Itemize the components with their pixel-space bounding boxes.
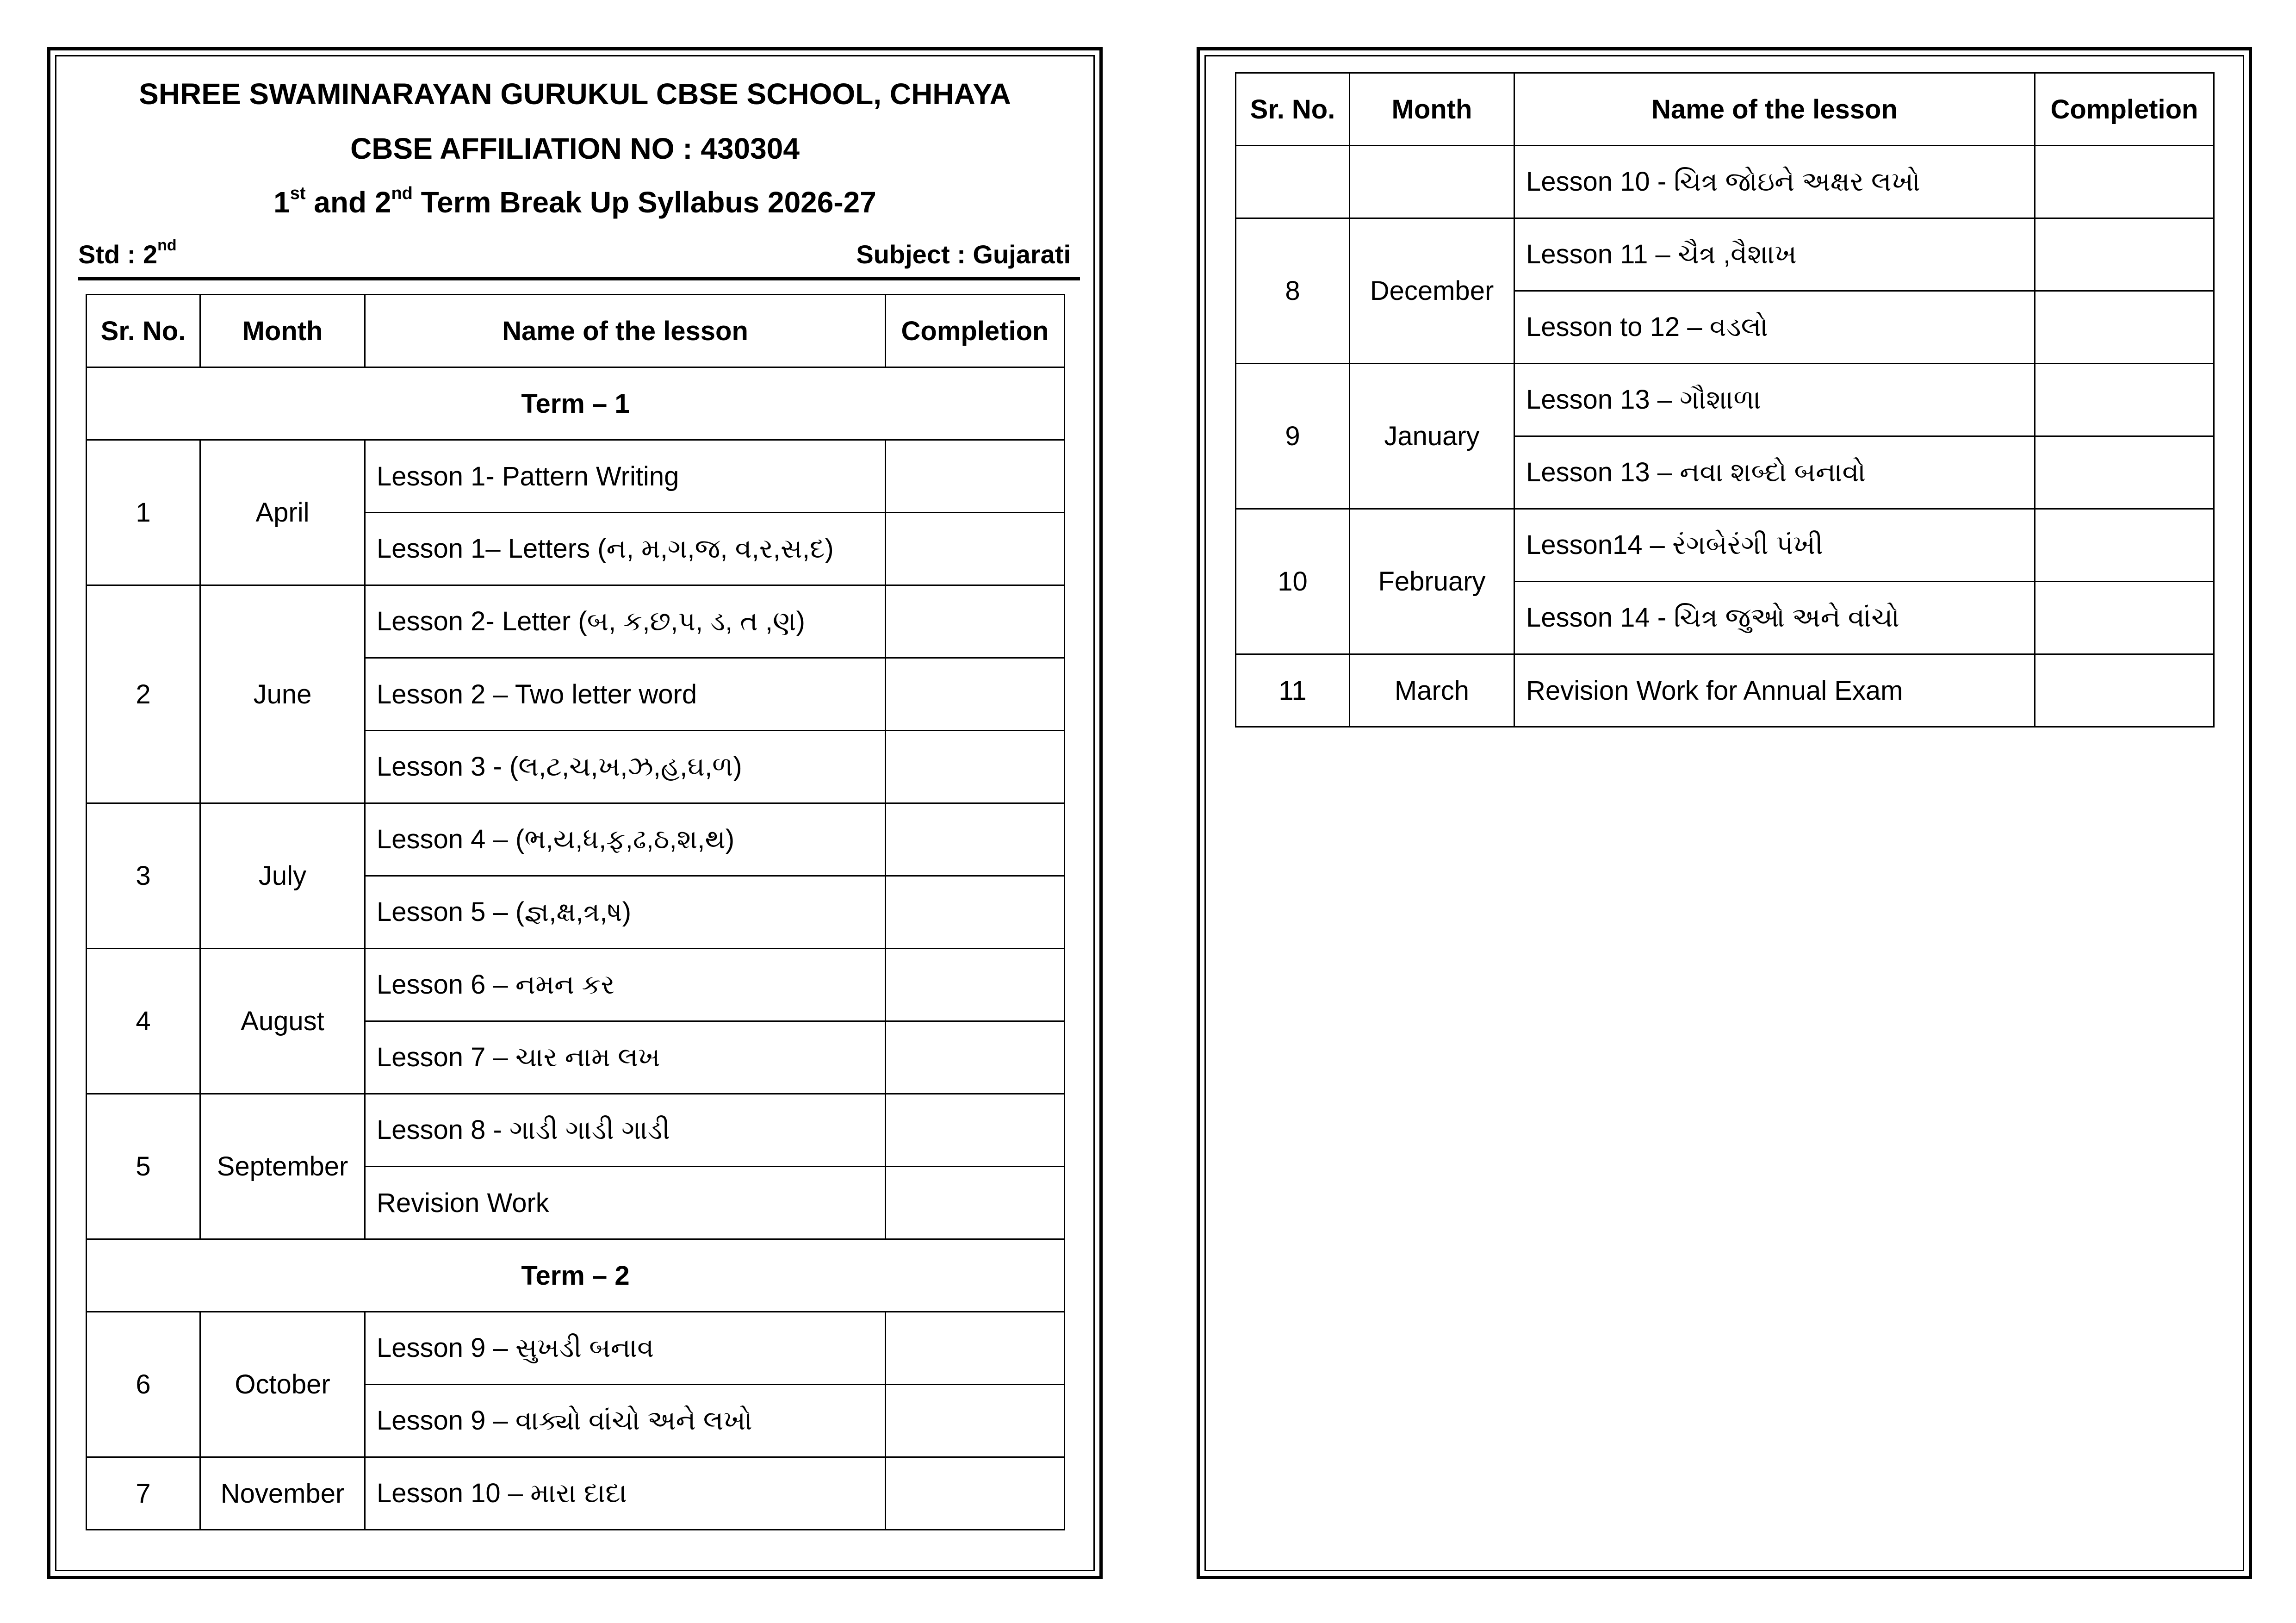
lesson-cell: Lesson 5 – (જ્ઞ,ક્ષ,ત્ર,ષ): [365, 876, 886, 949]
term-row: [87, 1239, 1065, 1312]
month-cell: March: [1350, 654, 1514, 727]
col-header-lesson-name: Name of the lesson: [365, 295, 886, 367]
sr-no-cell: 5: [87, 1094, 200, 1239]
term-row: [87, 367, 1065, 440]
title-term1-number: 1: [273, 186, 290, 219]
table-row: [1236, 218, 2214, 291]
sr-no-cell: 4: [87, 949, 200, 1094]
sr-no-cell: 7: [87, 1457, 200, 1530]
lesson-cell: Lesson 10 - ચિત્ર જોઇને અક્ષર લખો: [1514, 146, 2035, 218]
lesson-cell: Lesson 7 – ચાર નામ લખ: [365, 1021, 886, 1094]
month-cell: September: [200, 1094, 365, 1239]
month-cell: [1350, 146, 1514, 218]
lesson-cell: Lesson 2 – Two letter word: [365, 658, 886, 731]
table-row: [87, 440, 1065, 513]
completion-cell: [886, 731, 1065, 803]
completion-cell: [886, 803, 1065, 876]
col-header-sr-no: Sr. No.: [87, 295, 200, 367]
lesson-cell: Lesson 1– Letters (ન, મ,ગ,જ, વ,ર,સ,દ): [365, 513, 886, 585]
lesson-cell: Lesson 11 – ચૈત્ર ,વૈશાખ: [1514, 218, 2035, 291]
table-row: [87, 1094, 1065, 1167]
lesson-cell: Lesson 13 – નવા શબ્દો બનાવો: [1514, 436, 2035, 509]
sr-no-cell: 10: [1236, 509, 1350, 654]
month-cell: July: [200, 803, 365, 949]
lesson-cell: Lesson to 12 – વડલો: [1514, 291, 2035, 364]
completion-cell: [886, 513, 1065, 585]
month-cell: January: [1350, 364, 1514, 509]
completion-cell: [886, 1385, 1065, 1457]
table-row: [1236, 146, 2214, 218]
subject-label: Subject : Gujarati: [856, 240, 1071, 269]
table-row: [1236, 364, 2214, 436]
lesson-cell: Lesson 3 - (લ,ટ,ચ,ખ,ઝ,હ,ઘ,ળ): [365, 731, 886, 803]
sr-no-cell: 2: [87, 585, 200, 803]
term-2-label: Term – 2: [87, 1239, 1065, 1312]
lesson-cell: Revision Work: [365, 1167, 886, 1239]
table-row: [1236, 509, 2214, 582]
month-cell: February: [1350, 509, 1514, 654]
completion-cell: [2035, 146, 2214, 218]
month-cell: December: [1350, 218, 1514, 364]
std-subject-row: [78, 236, 1080, 280]
col-header-month: Month: [200, 295, 365, 367]
syllabus-table-term1: [86, 294, 1065, 1530]
completion-cell: [2035, 509, 2214, 582]
sr-no-cell: 8: [1236, 218, 1350, 364]
document-title: [50, 184, 1099, 219]
lesson-cell: Lesson 9 – સુખડી બનાવ: [365, 1312, 886, 1385]
sr-no-cell: 9: [1236, 364, 1350, 509]
lesson-cell: Lesson14 – રંગબેરંગી પંખી: [1514, 509, 2035, 582]
table-row: [87, 803, 1065, 876]
title-rest: Term Break Up Syllabus 2026-27: [412, 186, 876, 219]
col-header-sr-no: Sr. No.: [1236, 73, 1350, 146]
month-cell: April: [200, 440, 365, 585]
completion-cell: [886, 1021, 1065, 1094]
sr-no-cell: 3: [87, 803, 200, 949]
completion-cell: [2035, 436, 2214, 509]
table-row: [87, 1457, 1065, 1530]
standard-suffix: nd: [157, 236, 177, 254]
completion-cell: [2035, 291, 2214, 364]
col-header-lesson-name: Name of the lesson: [1514, 73, 2035, 146]
syllabus-table-term2: [1235, 72, 2215, 728]
completion-cell: [886, 1094, 1065, 1167]
table-header-row: [1236, 73, 2214, 146]
month-cell: October: [200, 1312, 365, 1457]
lesson-cell: Lesson 4 – (ભ,ય,ધ,ફ,ઢ,ઠ,શ,થ): [365, 803, 886, 876]
title-term1-suffix: st: [290, 184, 306, 203]
completion-cell: [886, 1457, 1065, 1530]
col-header-completion: Completion: [2035, 73, 2214, 146]
lesson-cell: Lesson 14 - ચિત્ર જુઓ અને વાંચો: [1514, 582, 2035, 654]
completion-cell: [2035, 364, 2214, 436]
lesson-cell: Lesson 6 – નમન કર: [365, 949, 886, 1021]
title-term2-number: and 2: [305, 186, 391, 219]
sr-no-cell: 11: [1236, 654, 1350, 727]
completion-cell: [2035, 654, 2214, 727]
sr-no-cell: 6: [87, 1312, 200, 1457]
lesson-cell: Lesson 1- Pattern Writing: [365, 440, 886, 513]
title-term2-suffix: nd: [391, 184, 413, 203]
completion-cell: [886, 876, 1065, 949]
col-header-completion: Completion: [886, 295, 1065, 367]
sr-no-cell: 1: [87, 440, 200, 585]
table-row: [1236, 654, 2214, 727]
completion-cell: [886, 1167, 1065, 1239]
table-header-row: [87, 295, 1065, 367]
month-cell: November: [200, 1457, 365, 1530]
syllabus-page-2: [1197, 47, 2252, 1579]
term-1-label: Term – 1: [87, 367, 1065, 440]
lesson-cell: Lesson 13 – ગૌશાળા: [1514, 364, 2035, 436]
lesson-cell: Lesson 10 – મારા દાદા: [365, 1457, 886, 1530]
syllabus-page-1: [47, 47, 1103, 1579]
month-cell: August: [200, 949, 365, 1094]
lesson-cell: Revision Work for Annual Exam: [1514, 654, 2035, 727]
affiliation-number: CBSE AFFILIATION NO : 430304: [350, 132, 800, 165]
table-row: [87, 949, 1065, 1021]
month-cell: June: [200, 585, 365, 803]
table-row: [87, 1312, 1065, 1385]
sr-no-cell: [1236, 146, 1350, 218]
col-header-month: Month: [1350, 73, 1514, 146]
lesson-cell: Lesson 8 - ગાડી ગાડી ગાડી: [365, 1094, 886, 1167]
completion-cell: [886, 585, 1065, 658]
standard-label: [78, 236, 177, 269]
completion-cell: [886, 440, 1065, 513]
standard-value: Std : 2: [78, 240, 158, 269]
completion-cell: [886, 658, 1065, 731]
table-row: [87, 585, 1065, 658]
completion-cell: [2035, 582, 2214, 654]
completion-cell: [886, 949, 1065, 1021]
lesson-cell: Lesson 9 – વાક્યો વાંચો અને લખો: [365, 1385, 886, 1457]
lesson-cell: Lesson 2- Letter (બ, ક,છ,પ, ડ, ત ,ણ): [365, 585, 886, 658]
school-name: SHREE SWAMINARAYAN GURUKUL CBSE SCHOOL, CHHAYA: [139, 77, 1011, 111]
completion-cell: [2035, 218, 2214, 291]
completion-cell: [886, 1312, 1065, 1385]
